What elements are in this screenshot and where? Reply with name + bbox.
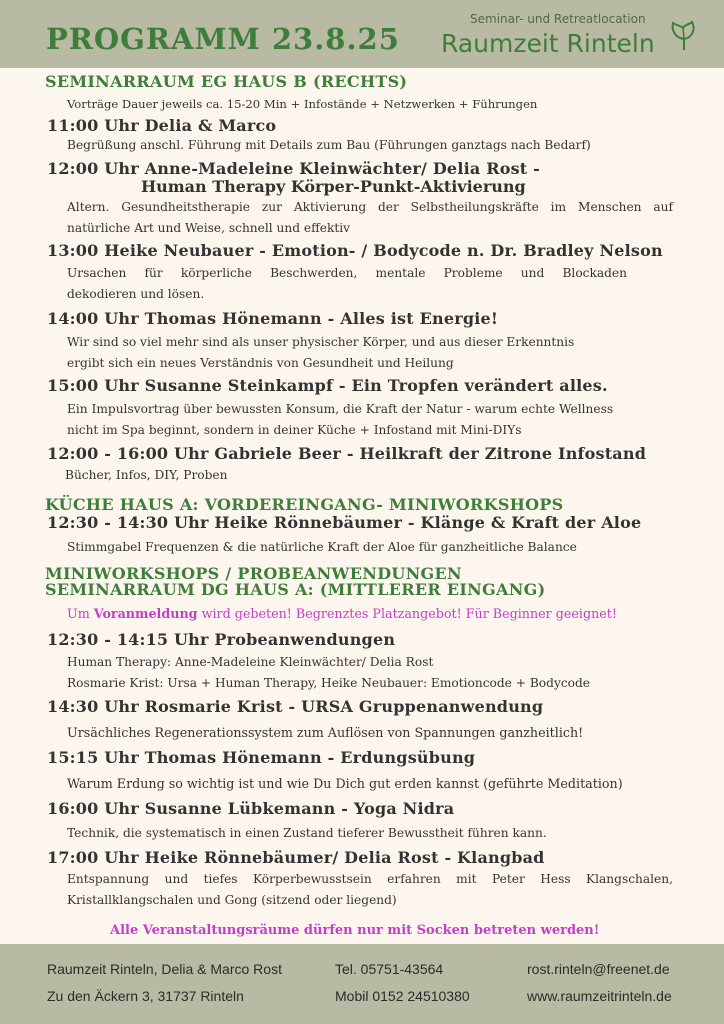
event-description: Warum Erdung so wichtig ist und wie Du Dich gut erden kannst (geführte Meditation) — [67, 776, 623, 791]
section-title-seminarraum-dg: SEMINARRAUM DG HAUS A: (MITTLERER EINGANG) — [45, 580, 546, 599]
event-heading: 12:00 - 16:00 Uhr Gabriele Beer - Heilkraft der Zitrone Infostand — [47, 444, 647, 463]
brand-name: Raumzeit Rinteln — [441, 29, 655, 58]
section-title-miniworkshops: MINIWORKSHOPS / PROBEANWENDUNGEN — [45, 564, 462, 583]
event-heading: 16:00 Uhr Susanne Lübkemann - Yoga Nidra — [47, 799, 455, 818]
event-heading: 13:00 Heike Neubauer - Emotion- / Bodycode n. Dr. Bradley Nelson — [47, 241, 663, 260]
ginkgo-leaf-icon — [670, 20, 698, 52]
section-title-kueche: KÜCHE HAUS A: VORDEREINGANG- MINIWORKSHOPS — [45, 495, 564, 514]
event-description: Begrüßung anschl. Führung mit Details zum Bau (Führungen ganztags nach Bedarf) — [67, 138, 591, 152]
event-description: dekodieren und lösen. — [67, 287, 205, 301]
event-heading: 12:30 - 14:15 Uhr Probeanwendungen — [47, 630, 396, 649]
event-description: Ursachen für körperliche Beschwerden, mentale Probleme und Blockaden — [67, 266, 627, 280]
footer-email-link[interactable]: rost.rinteln@freenet.de — [527, 961, 670, 977]
event-heading: 14:30 Uhr Rosmarie Krist - URSA Gruppenanwendung — [47, 697, 544, 716]
event-heading: 15:00 Uhr Susanne Steinkampf - Ein Tropfen verändert alles. — [47, 376, 608, 395]
footer-website-link[interactable]: www.raumzeitrinteln.de — [527, 988, 672, 1004]
footer-name: Raumzeit Rinteln, Delia & Marco Rost — [47, 961, 282, 977]
footer-mobile: Mobil 0152 24510380 — [335, 988, 470, 1004]
event-description: nicht im Spa beginnt, sondern in deiner Küche + Infostand mit Mini-DIYs — [67, 423, 522, 437]
event-description: Entspannung und tiefes Körperbewusstsein erfahren mit Peter Hess Klangschalen, — [67, 872, 673, 886]
event-description: Altern. Gesundheitstherapie zur Aktivierung der Selbstheilungskräfte im Menschen auf — [67, 200, 673, 214]
socks-notice: Alle Veranstaltungsräume dürfen nur mit Socken betreten werden! — [110, 923, 600, 938]
event-heading: 12:30 - 14:30 Uhr Heike Rönnebäumer - Klänge & Kraft der Aloe — [47, 513, 642, 532]
event-description: Stimmgabel Frequenzen & die natürliche Kraft der Aloe für ganzheitliche Balance — [67, 540, 577, 554]
event-heading: 15:15 Uhr Thomas Hönemann - Erdungsübung — [47, 748, 476, 767]
section-title-seminarraum-eg: SEMINARRAUM EG HAUS B (RECHTS) — [45, 72, 408, 91]
event-heading: 11:00 Uhr Delia & Marco — [47, 116, 277, 135]
event-heading-line2: Human Therapy Körper-Punkt-Aktivierung — [141, 177, 526, 196]
event-description: Technik, die systematisch in einen Zustand tieferer Bewusstheit führen kann. — [67, 826, 547, 840]
event-description: Wir sind so viel mehr sind als unser physischer Körper, und aus dieser Erkenntnis — [67, 335, 575, 349]
event-description: Rosmarie Krist: Ursa + Human Therapy, Heike Neubauer: Emotioncode + Bodycode — [67, 676, 591, 690]
event-description: Kristallklangschalen und Gong (sitzend oder liegend) — [67, 893, 397, 907]
registration-notice: Um Voranmeldung wird gebeten! Begrenztes Platzangebot! Für Beginner geeignet! — [67, 606, 617, 621]
footer-phone: Tel. 05751-43564 — [335, 961, 444, 977]
brand-subtitle: Seminar- und Retreatlocation — [470, 12, 646, 26]
footer-bar — [0, 944, 724, 1024]
event-heading: 12:00 Uhr Anne-Madeleine Kleinwächter/ Delia Rost - — [47, 159, 540, 178]
event-heading: 14:00 Uhr Thomas Hönemann - Alles ist Energie! — [47, 309, 499, 328]
section-intro: Vorträge Dauer jeweils ca. 15-20 Min + Infostände + Netzwerken + Führungen — [67, 97, 538, 111]
event-description: Ursächliches Regenerationssystem zum Auflösen von Spannungen ganzheitlich! — [67, 725, 584, 740]
event-description: Ein Impulsvortrag über bewussten Konsum, die Kraft der Natur - warum echte Wellness — [67, 402, 614, 416]
event-description: ergibt sich ein neues Verständnis von Gesundheit und Heilung — [67, 356, 454, 370]
event-description: natürliche Art und Weise, schnell und effektiv — [67, 221, 351, 235]
page-title: PROGRAMM 23.8.25 — [46, 22, 400, 56]
footer-address: Zu den Äckern 3, 31737 Rinteln — [47, 988, 244, 1004]
event-description: Bücher, Infos, DIY, Proben — [65, 468, 228, 482]
event-description: Human Therapy: Anne-Madeleine Kleinwächter/ Delia Rost — [67, 655, 434, 669]
event-heading: 17:00 Uhr Heike Rönnebäumer/ Delia Rost - Klangbad — [47, 848, 545, 867]
